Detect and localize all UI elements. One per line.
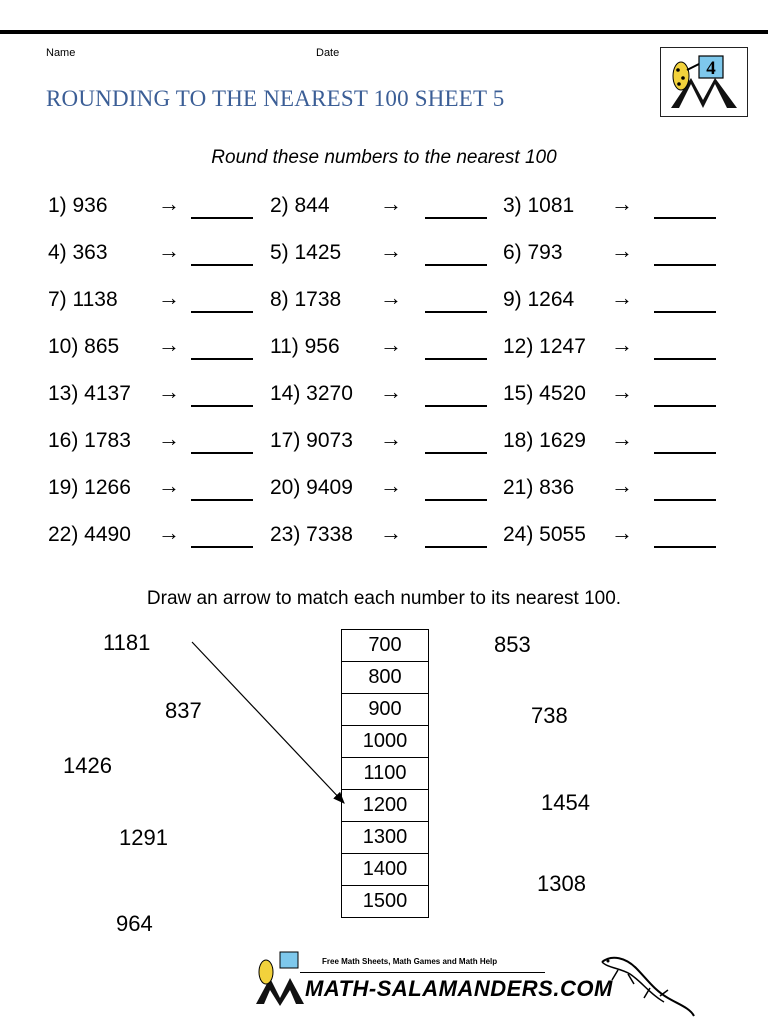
question-3: 3) 1081 bbox=[503, 194, 575, 217]
arrow-icon: → bbox=[380, 520, 402, 545]
question-13: 13) 4137 bbox=[48, 382, 131, 405]
round-instruction: Round these numbers to the nearest 100 bbox=[211, 147, 557, 168]
question-24: 24) 5055 bbox=[503, 523, 586, 546]
grade-number: 4 bbox=[706, 58, 716, 79]
hundreds-cell-1000[interactable]: 1000 bbox=[342, 726, 428, 758]
arrow-icon: → bbox=[380, 285, 402, 310]
question-1: 1) 936 bbox=[48, 194, 108, 217]
question-9: 9) 1264 bbox=[503, 288, 575, 311]
arrow-icon: → bbox=[611, 473, 633, 498]
question-21: 21) 836 bbox=[503, 476, 575, 499]
footer-logo-icon bbox=[250, 950, 306, 1006]
date-label: Date bbox=[316, 47, 340, 59]
question-7: 7) 1138 bbox=[48, 288, 118, 311]
arrow-icon: → bbox=[611, 332, 633, 357]
footer-divider bbox=[300, 972, 545, 973]
question-8: 8) 1738 bbox=[270, 288, 342, 311]
arrow-icon: → bbox=[158, 285, 180, 310]
arrow-icon: → bbox=[380, 473, 402, 498]
question-23: 23) 7338 bbox=[270, 523, 353, 546]
question-5: 5) 1425 bbox=[270, 241, 342, 264]
question-2: 2) 844 bbox=[270, 194, 330, 217]
left-number-5: 964 bbox=[116, 911, 153, 936]
arrow-icon: → bbox=[611, 426, 633, 451]
arrow-icon: → bbox=[158, 238, 180, 263]
hundreds-cell-1500[interactable]: 1500 bbox=[362, 890, 408, 912]
arrow-icon: → bbox=[380, 379, 402, 404]
question-6: 6) 793 bbox=[503, 241, 563, 264]
arrow-icon: → bbox=[158, 520, 180, 545]
footer-tagline: Free Math Sheets, Math Games and Math Help bbox=[322, 957, 498, 966]
question-18: 18) 1629 bbox=[503, 429, 586, 452]
question-17: 17) 9073 bbox=[270, 429, 353, 452]
right-number-4: 1308 bbox=[537, 871, 586, 896]
hundreds-cell-900[interactable]: 900 bbox=[342, 694, 428, 726]
question-20: 20) 9409 bbox=[270, 476, 353, 499]
name-label: Name bbox=[46, 47, 76, 59]
right-number-2: 738 bbox=[531, 703, 568, 728]
arrow-icon: → bbox=[611, 379, 633, 404]
question-10: 10) 865 bbox=[48, 335, 120, 358]
hundreds-cell-1300[interactable]: 1300 bbox=[342, 822, 428, 854]
arrow-icon: → bbox=[158, 332, 180, 357]
question-16: 16) 1783 bbox=[48, 429, 131, 452]
hundreds-cell-700[interactable]: 700 bbox=[342, 630, 428, 662]
arrow-icon: → bbox=[611, 238, 633, 263]
question-15: 15) 4520 bbox=[503, 382, 586, 405]
question-11: 11) 956 bbox=[270, 335, 340, 358]
arrow-icon: → bbox=[380, 238, 402, 263]
hundreds-cell-1400[interactable]: 1400 bbox=[342, 854, 428, 886]
arrow-icon: → bbox=[158, 191, 180, 216]
question-22: 22) 4490 bbox=[48, 523, 131, 546]
right-number-1: 853 bbox=[494, 632, 531, 657]
arrow-icon: → bbox=[611, 191, 633, 216]
match-instruction: Draw an arrow to match each number to its nearest 100. bbox=[146, 588, 622, 609]
hundreds-column bbox=[341, 629, 429, 918]
hundreds-cell-1200[interactable]: 1200 bbox=[342, 790, 428, 822]
question-19: 19) 1266 bbox=[48, 476, 131, 499]
arrow-icon: → bbox=[611, 520, 633, 545]
arrow-icon: → bbox=[158, 473, 180, 498]
arrow-icon: → bbox=[158, 426, 180, 451]
left-number-2: 837 bbox=[165, 698, 202, 723]
page-title: ROUNDING TO THE NEAREST 100 SHEET 5 bbox=[46, 86, 505, 111]
arrow-icon: → bbox=[380, 332, 402, 357]
hundreds-cell-1100[interactable]: 1100 bbox=[342, 758, 428, 790]
left-number-4: 1291 bbox=[119, 825, 168, 850]
arrow-icon: → bbox=[380, 426, 402, 451]
hundreds-cell-800[interactable]: 800 bbox=[342, 662, 428, 694]
salamander-icon bbox=[598, 950, 698, 1020]
arrow-icon: → bbox=[380, 191, 402, 216]
left-number-1: 1181 bbox=[103, 630, 151, 655]
footer-site-logo: MATH-SALAMANDERS.COM bbox=[305, 976, 613, 1001]
left-number-3: 1426 bbox=[63, 753, 112, 778]
arrow-icon: → bbox=[158, 379, 180, 404]
arrow-icon: → bbox=[611, 285, 633, 310]
question-14: 14) 3270 bbox=[270, 382, 353, 405]
question-4: 4) 363 bbox=[48, 241, 108, 264]
question-12: 12) 1247 bbox=[503, 335, 586, 358]
right-number-3: 1454 bbox=[541, 790, 590, 815]
